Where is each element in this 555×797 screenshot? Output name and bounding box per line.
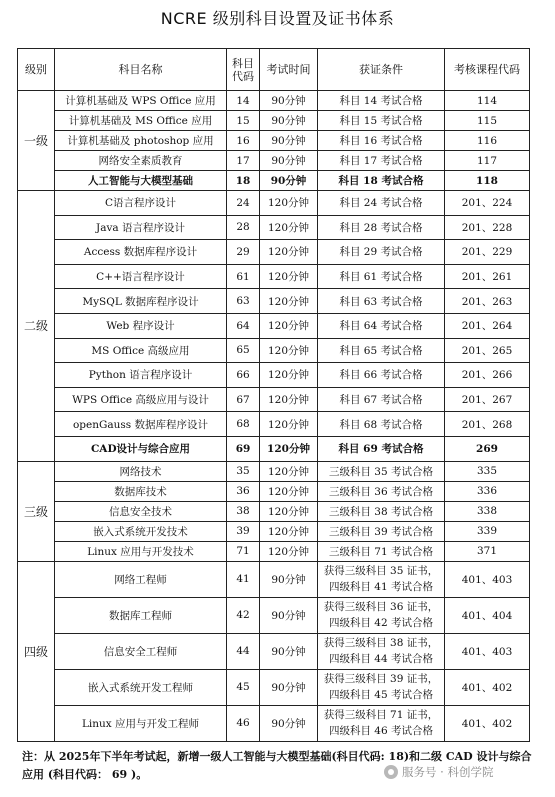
code-cell: 29	[227, 240, 260, 265]
code-cell: 18	[227, 171, 260, 191]
subject-cell: Java 语言程序设计	[55, 215, 227, 240]
table-row	[18, 461, 530, 481]
course-code-cell: 401、404	[445, 597, 530, 633]
subject-cell: 计算机基础及 photoshop 应用	[55, 131, 227, 151]
table-row	[18, 501, 530, 521]
condition-line-1: 获得三级科目 71 证书，	[323, 709, 439, 722]
condition-line-2: 四级科目 44 考试合格	[328, 653, 434, 666]
time-cell: 120分钟	[260, 215, 318, 240]
subject-cell: 人工智能与大模型基础	[55, 171, 227, 191]
header-subject: 科目名称	[55, 49, 227, 91]
subject-cell: 嵌入式系统开发技术	[55, 521, 227, 541]
table-row	[18, 363, 530, 388]
table-row	[18, 215, 530, 240]
condition-line-1: 获得三级科目 36 证书，	[323, 601, 439, 614]
condition-cell: 三级科目 71 考试合格	[318, 541, 445, 561]
table-row	[18, 436, 530, 461]
code-cell: 61	[227, 264, 260, 289]
subject-cell: WPS Office 高级应用与设计	[55, 387, 227, 412]
time-cell: 120分钟	[260, 436, 318, 461]
time-cell: 120分钟	[260, 191, 318, 216]
subject-cell: 计算机基础及 WPS Office 应用	[55, 91, 227, 111]
time-cell: 120分钟	[260, 264, 318, 289]
code-cell: 36	[227, 481, 260, 501]
condition-cell: 科目 16 考试合格	[318, 131, 445, 151]
level-cell: 一级	[18, 91, 55, 191]
subject-cell: 数据库工程师	[55, 597, 227, 633]
course-code-cell: 201、261	[445, 264, 530, 289]
time-cell: 120分钟	[260, 521, 318, 541]
time-cell: 120分钟	[260, 461, 318, 481]
course-code-cell: 338	[445, 501, 530, 521]
time-cell: 120分钟	[260, 501, 318, 521]
code-cell: 68	[227, 412, 260, 437]
level-cell: 二级	[18, 191, 55, 462]
header-code: 科目代码	[227, 49, 260, 91]
time-cell: 90分钟	[260, 171, 318, 191]
course-code-cell: 371	[445, 541, 530, 561]
header-condition: 获证条件	[318, 49, 445, 91]
course-code-cell: 116	[445, 131, 530, 151]
subject-cell: C语言程序设计	[55, 191, 227, 216]
subject-cell: 嵌入式系统开发工程师	[55, 669, 227, 705]
condition-line-1: 获得三级科目 35 证书，	[323, 565, 439, 578]
course-code-cell: 201、264	[445, 313, 530, 338]
code-cell: 65	[227, 338, 260, 363]
subject-cell: Linux 应用与开发工程师	[55, 705, 227, 741]
condition-line-2: 四级科目 45 考试合格	[328, 689, 434, 702]
course-code-cell: 339	[445, 521, 530, 541]
course-code-cell: 401、403	[445, 561, 530, 597]
time-cell: 90分钟	[260, 131, 318, 151]
course-code-cell: 201、268	[445, 412, 530, 437]
time-cell: 120分钟	[260, 387, 318, 412]
table-row	[18, 289, 530, 314]
table-row	[18, 264, 530, 289]
course-code-cell: 269	[445, 436, 530, 461]
subject-cell: 网络安全素质教育	[55, 151, 227, 171]
time-cell: 120分钟	[260, 481, 318, 501]
subject-cell: openGauss 数据库程序设计	[55, 412, 227, 437]
footnote: 注：从 2025年下半年考试起，新增一级人工智能与大模型基础(科目代码: 18)和二级 CAD 设计与综合应用 (科目代码： 69 )。	[22, 750, 532, 781]
code-cell: 15	[227, 111, 260, 131]
subject-cell: 数据库技术	[55, 481, 227, 501]
course-code-cell: 401、402	[445, 705, 530, 741]
table-row	[18, 561, 530, 597]
subject-cell: Linux 应用与开发技术	[55, 541, 227, 561]
header-time: 考试时间	[260, 49, 318, 91]
subject-cell: MySQL 数据库程序设计	[55, 289, 227, 314]
condition-cell: 三级科目 36 考试合格	[318, 481, 445, 501]
condition-line-1: 获得三级科目 39 证书，	[323, 673, 439, 686]
time-cell: 90分钟	[260, 561, 318, 597]
course-code-cell: 201、265	[445, 338, 530, 363]
code-cell: 64	[227, 313, 260, 338]
code-cell: 16	[227, 131, 260, 151]
subject-cell: C++语言程序设计	[55, 264, 227, 289]
condition-cell: 科目 14 考试合格	[318, 91, 445, 111]
subject-cell: CAD设计与综合应用	[55, 436, 227, 461]
code-cell: 63	[227, 289, 260, 314]
time-cell: 90分钟	[260, 597, 318, 633]
condition-cell: 科目 15 考试合格	[318, 111, 445, 131]
table-row	[18, 481, 530, 501]
code-cell: 45	[227, 669, 260, 705]
table-header-row	[18, 49, 530, 91]
code-cell: 66	[227, 363, 260, 388]
code-cell: 24	[227, 191, 260, 216]
time-cell: 90分钟	[260, 151, 318, 171]
table-row	[18, 669, 530, 705]
table-row	[18, 191, 530, 216]
time-cell: 120分钟	[260, 289, 318, 314]
code-cell: 42	[227, 597, 260, 633]
condition-cell: 三级科目 35 考试合格	[318, 461, 445, 481]
table-row	[18, 151, 530, 171]
condition-line-2: 四级科目 41 考试合格	[328, 581, 434, 594]
table-body	[18, 91, 530, 742]
subject-cell: 网络工程师	[55, 561, 227, 597]
watermark-text: 服务号 · 科创学院	[402, 765, 494, 779]
course-code-cell: 201、224	[445, 191, 530, 216]
table-row	[18, 412, 530, 437]
subject-cell: 信息安全技术	[55, 501, 227, 521]
code-cell: 38	[227, 501, 260, 521]
table-row	[18, 387, 530, 412]
table-row	[18, 111, 530, 131]
time-cell: 90分钟	[260, 111, 318, 131]
course-code-cell: 118	[445, 171, 530, 191]
course-code-cell: 201、228	[445, 215, 530, 240]
condition-cell: 三级科目 38 考试合格	[318, 501, 445, 521]
code-cell: 28	[227, 215, 260, 240]
condition-cell: 科目 28 考试合格	[318, 215, 445, 240]
course-code-cell: 401、403	[445, 633, 530, 669]
subject-cell: Python 语言程序设计	[55, 363, 227, 388]
course-code-cell: 201、229	[445, 240, 530, 265]
code-cell: 14	[227, 91, 260, 111]
condition-cell	[318, 597, 445, 633]
table-row	[18, 338, 530, 363]
subject-cell: Web 程序设计	[55, 313, 227, 338]
header-level: 级别	[18, 49, 55, 91]
watermark	[384, 764, 493, 780]
code-cell: 35	[227, 461, 260, 481]
course-code-cell: 335	[445, 461, 530, 481]
condition-cell: 科目 64 考试合格	[318, 313, 445, 338]
table-row	[18, 240, 530, 265]
time-cell: 90分钟	[260, 705, 318, 741]
subject-cell: MS Office 高级应用	[55, 338, 227, 363]
time-cell: 120分钟	[260, 541, 318, 561]
table-row	[18, 597, 530, 633]
condition-cell: 三级科目 39 考试合格	[318, 521, 445, 541]
level-cell: 四级	[18, 561, 55, 741]
condition-cell: 科目 61 考试合格	[318, 264, 445, 289]
condition-cell	[318, 705, 445, 741]
condition-cell: 科目 63 考试合格	[318, 289, 445, 314]
table-row	[18, 541, 530, 561]
level-cell: 三级	[18, 461, 55, 561]
course-code-cell: 336	[445, 481, 530, 501]
subject-cell: Access 数据库程序设计	[55, 240, 227, 265]
condition-cell: 科目 67 考试合格	[318, 387, 445, 412]
condition-cell	[318, 633, 445, 669]
course-code-cell: 201、263	[445, 289, 530, 314]
condition-cell: 科目 65 考试合格	[318, 338, 445, 363]
condition-cell	[318, 561, 445, 597]
condition-cell	[318, 669, 445, 705]
condition-line-2: 四级科目 42 考试合格	[328, 617, 434, 630]
time-cell: 120分钟	[260, 240, 318, 265]
code-cell: 44	[227, 633, 260, 669]
time-cell: 120分钟	[260, 363, 318, 388]
code-cell: 67	[227, 387, 260, 412]
code-cell: 71	[227, 541, 260, 561]
condition-line-1: 获得三级科目 38 证书，	[323, 637, 439, 650]
time-cell: 90分钟	[260, 91, 318, 111]
condition-cell: 科目 29 考试合格	[318, 240, 445, 265]
table-row	[18, 91, 530, 111]
condition-cell: 科目 69 考试合格	[318, 436, 445, 461]
table-row	[18, 313, 530, 338]
table-row	[18, 521, 530, 541]
code-cell: 17	[227, 151, 260, 171]
course-code-cell: 115	[445, 111, 530, 131]
condition-cell: 科目 68 考试合格	[318, 412, 445, 437]
time-cell: 120分钟	[260, 338, 318, 363]
condition-line-2: 四级科目 46 考试合格	[328, 725, 434, 738]
time-cell: 120分钟	[260, 313, 318, 338]
time-cell: 90分钟	[260, 633, 318, 669]
time-cell: 90分钟	[260, 669, 318, 705]
subject-cell: 信息安全工程师	[55, 633, 227, 669]
code-cell: 46	[227, 705, 260, 741]
time-cell: 120分钟	[260, 412, 318, 437]
course-code-cell: 117	[445, 151, 530, 171]
condition-cell: 科目 24 考试合格	[318, 191, 445, 216]
course-code-cell: 114	[445, 91, 530, 111]
code-cell: 41	[227, 561, 260, 597]
table-row	[18, 131, 530, 151]
code-cell: 39	[227, 521, 260, 541]
subject-table	[17, 48, 530, 742]
subject-cell: 计算机基础及 MS Office 应用	[55, 111, 227, 131]
condition-cell: 科目 17 考试合格	[318, 151, 445, 171]
course-code-cell: 201、266	[445, 363, 530, 388]
table-row	[18, 633, 530, 669]
course-code-cell: 401、402	[445, 669, 530, 705]
subject-cell: 网络技术	[55, 461, 227, 481]
page-title: NCRE 级别科目设置及证书体系	[160, 9, 395, 28]
condition-cell: 科目 66 考试合格	[318, 363, 445, 388]
header-course-code: 考核课程代码	[445, 49, 530, 91]
table-row	[18, 705, 530, 741]
wechat-service-icon	[384, 765, 398, 779]
table-row	[18, 171, 530, 191]
condition-cell: 科目 18 考试合格	[318, 171, 445, 191]
code-cell: 69	[227, 436, 260, 461]
course-code-cell: 201、267	[445, 387, 530, 412]
